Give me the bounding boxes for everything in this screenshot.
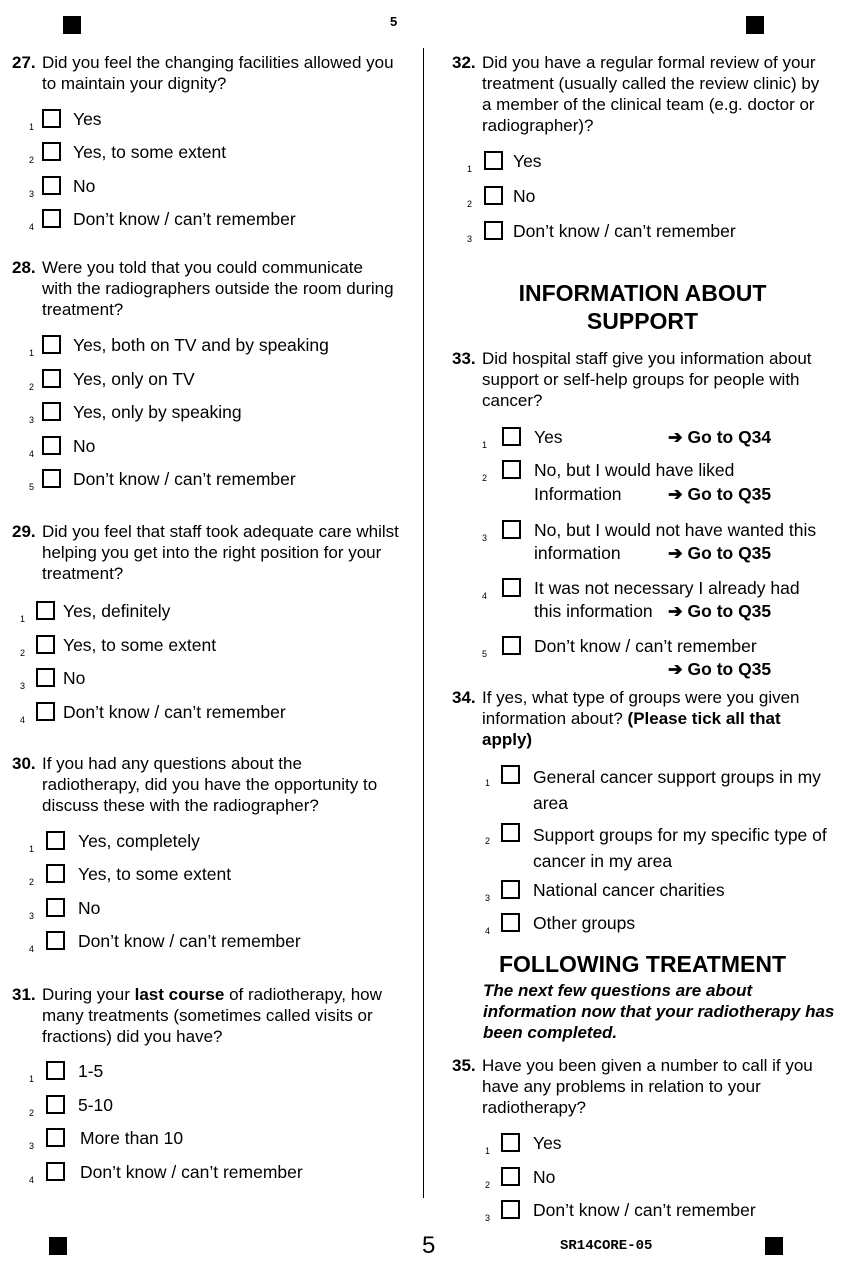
option-label: Yes, completely (78, 831, 200, 851)
checkbox[interactable] (501, 765, 520, 784)
option-label: National cancer charities (533, 880, 725, 900)
option-row[interactable] (29, 208, 409, 232)
checkbox[interactable] (484, 186, 503, 205)
checkbox[interactable] (501, 913, 520, 932)
option-row[interactable] (29, 863, 409, 887)
option-label: Don’t know / can’t remember (78, 931, 301, 951)
option-label: Don’t know / can’t remember (534, 636, 757, 656)
option-row[interactable] (482, 426, 842, 450)
question-text (42, 984, 397, 1047)
checkbox[interactable] (501, 823, 520, 842)
option-label: Don’t know / can’t remember (80, 1162, 303, 1182)
option-row[interactable] (29, 897, 409, 921)
option-row[interactable] (29, 368, 409, 392)
checkbox[interactable] (46, 898, 65, 917)
checkbox[interactable] (46, 864, 65, 883)
option-label-line2: information (534, 543, 621, 563)
option-index: 3 (20, 681, 26, 691)
option-row[interactable] (29, 1161, 409, 1185)
option-label: No (533, 1167, 556, 1187)
option-label: No, but I would have liked (534, 460, 735, 480)
registration-mark-bottom-left (49, 1237, 67, 1255)
option-row[interactable] (482, 635, 842, 683)
option-label: No, but I would not have wanted this (534, 520, 817, 540)
checkbox[interactable] (42, 402, 61, 421)
registration-mark-bottom-right (765, 1237, 783, 1255)
question-text-emphasis: last course (134, 985, 225, 1004)
option-index: 2 (29, 1108, 35, 1118)
question-32 (452, 52, 822, 136)
option-row[interactable] (482, 459, 842, 507)
checkbox[interactable] (36, 702, 55, 721)
question-number: 35. (452, 1056, 476, 1075)
question-instruction: (Please tick all that apply) (482, 709, 781, 749)
question-35 (452, 1055, 832, 1118)
option-row[interactable] (485, 879, 845, 903)
checkbox[interactable] (501, 1133, 520, 1152)
question-number: 27. (12, 53, 36, 72)
checkbox[interactable] (502, 427, 521, 446)
checkbox[interactable] (501, 1167, 520, 1186)
option-row[interactable] (467, 220, 827, 244)
option-label: Yes, to some extent (73, 142, 227, 162)
option-label: Other groups (533, 913, 636, 933)
option-row[interactable] (485, 764, 845, 814)
checkbox[interactable] (42, 142, 61, 161)
option-row[interactable] (485, 1166, 845, 1190)
question-33 (452, 348, 842, 411)
option-index: 1 (482, 440, 488, 450)
option-label: Don’t know / can’t remember (513, 221, 736, 241)
option-label: Yes (513, 151, 542, 171)
option-index: 4 (485, 926, 491, 936)
option-label: No (73, 436, 96, 456)
option-label: Don’t know / can’t remember (73, 469, 296, 489)
checkbox[interactable] (36, 601, 55, 620)
option-index: 3 (29, 415, 35, 425)
option-row[interactable] (467, 185, 827, 209)
checkbox[interactable] (502, 578, 521, 597)
option-label: More than 10 (80, 1128, 184, 1148)
option-index: 1 (29, 122, 35, 132)
column-divider (423, 48, 424, 1198)
checkbox[interactable] (42, 469, 61, 488)
question-29 (12, 521, 407, 584)
checkbox[interactable] (46, 1162, 65, 1181)
option-index: 1 (20, 614, 26, 624)
checkbox[interactable] (502, 520, 521, 539)
question-text: Were you told that you could communicate with the radiographers outside the room during treatment? (42, 258, 394, 319)
registration-mark-top-left (63, 16, 81, 34)
question-number: 28. (12, 258, 36, 277)
option-row[interactable] (29, 175, 409, 199)
option-row[interactable] (29, 435, 409, 459)
option-row[interactable] (485, 912, 845, 936)
option-label: 5-10 (78, 1095, 114, 1115)
option-row[interactable] (29, 401, 409, 425)
skip-instruction: ➔ Go to Q35 (668, 543, 772, 563)
option-label: No (63, 668, 86, 688)
option-index: 3 (29, 189, 35, 199)
skip-instruction: ➔ Go to Q35 (668, 601, 772, 621)
option-index: 3 (482, 533, 488, 543)
option-index: 2 (29, 877, 35, 887)
checkbox[interactable] (46, 931, 65, 950)
option-index: 3 (467, 234, 473, 244)
checkbox[interactable] (36, 668, 55, 687)
option-label: No (78, 898, 101, 918)
option-label: Yes, both on TV and by speaking (73, 335, 329, 355)
question-number: 29. (12, 522, 36, 541)
option-index: 4 (20, 715, 26, 725)
checkbox[interactable] (42, 109, 61, 128)
footer-code: SR14CORE-05 (560, 1238, 653, 1254)
question-text-part: of radiotherapy, how many treatments (sometimes called visits or fractions) did you have? (42, 985, 382, 1046)
option-index: 3 (29, 911, 35, 921)
option-index: 2 (482, 473, 488, 483)
option-label: General cancer support groups in my area (533, 767, 821, 813)
question-text: If you had any questions about the radiotherapy, did you have the opportunity to discuss these with the radiographer? (42, 754, 378, 815)
question-text (482, 687, 832, 750)
checkbox[interactable] (46, 1061, 65, 1080)
section-intro: The next few questions are about information now that your radiotherapy has been completed. (483, 981, 835, 1042)
skip-instruction: ➔ Go to Q34 (668, 427, 772, 447)
option-index: 2 (467, 199, 473, 209)
option-label: Don’t know / can’t remember (73, 209, 296, 229)
option-index: 1 (485, 778, 491, 788)
option-index: 4 (29, 1175, 35, 1185)
checkbox[interactable] (484, 151, 503, 170)
question-text-part: If yes, what type of groups were you given information about? (482, 688, 800, 728)
option-index: 2 (29, 155, 35, 165)
option-row[interactable] (29, 108, 409, 132)
checkbox[interactable] (502, 636, 521, 655)
checkbox[interactable] (36, 635, 55, 654)
page-number-bottom: 5 (422, 1232, 436, 1259)
option-index: 5 (29, 482, 35, 492)
option-label: Yes, to some extent (63, 635, 217, 655)
question-text: Did you feel that staff took adequate care whilst helping you get into the right position for your treatment? (42, 522, 399, 583)
option-row[interactable] (482, 577, 842, 625)
checkbox[interactable] (42, 176, 61, 195)
option-label: Yes, to some extent (78, 864, 232, 884)
option-index: 1 (29, 1074, 35, 1084)
option-row[interactable] (29, 141, 409, 165)
option-label: Yes, only by speaking (73, 402, 242, 422)
question-text-part: During your (42, 985, 135, 1004)
option-row[interactable] (485, 1199, 845, 1223)
option-label: Support groups for my specific type of cancer in my area (533, 825, 827, 871)
checkbox[interactable] (46, 1095, 65, 1114)
question-27 (12, 52, 397, 94)
option-row[interactable] (20, 701, 400, 725)
question-text: Did hospital staff give you information about support or self-help groups for people with cancer? (482, 349, 812, 410)
option-index: 2 (485, 836, 491, 846)
option-row[interactable] (29, 1060, 409, 1084)
option-label: Yes (533, 1133, 562, 1153)
option-index: 1 (29, 844, 35, 854)
option-index: 1 (485, 1146, 491, 1156)
option-row[interactable] (20, 634, 400, 658)
checkbox[interactable] (42, 209, 61, 228)
question-number: 33. (452, 349, 476, 368)
question-number: 34. (452, 688, 476, 707)
option-row[interactable] (29, 830, 409, 854)
question-30 (12, 753, 397, 816)
option-index: 4 (29, 944, 35, 954)
page-number-top: 5 (390, 14, 398, 29)
option-index: 1 (467, 164, 473, 174)
option-label: Don’t know / can’t remember (63, 702, 286, 722)
option-label: Yes (73, 109, 102, 129)
option-row[interactable] (485, 822, 845, 872)
question-31 (12, 984, 397, 1047)
checkbox[interactable] (501, 880, 520, 899)
option-index: 1 (29, 348, 35, 358)
checkbox[interactable] (42, 335, 61, 354)
question-number: 32. (452, 53, 476, 72)
option-index: 2 (485, 1180, 491, 1190)
checkbox[interactable] (46, 1128, 65, 1147)
option-label: Don’t know / can’t remember (533, 1200, 756, 1220)
checkbox[interactable] (46, 831, 65, 850)
question-number: 30. (12, 754, 36, 773)
option-label-line2: Information (534, 484, 622, 504)
section-heading-following-treatment: FOLLOWING TREATMENT (498, 951, 787, 977)
option-row[interactable] (29, 468, 409, 492)
option-label: No (513, 186, 536, 206)
option-row[interactable] (20, 667, 400, 691)
option-row[interactable] (29, 334, 409, 358)
question-34 (452, 687, 832, 750)
section-heading-line: SUPPORT (586, 308, 699, 334)
option-label: No (73, 176, 96, 196)
checkbox[interactable] (502, 460, 521, 479)
option-row[interactable] (29, 1127, 409, 1151)
skip-instruction: ➔ Go to Q35 (668, 659, 772, 679)
option-label: Yes (534, 427, 563, 447)
checkbox[interactable] (42, 369, 61, 388)
option-index: 3 (485, 1213, 491, 1223)
option-index: 2 (20, 648, 26, 658)
option-index: 3 (485, 893, 491, 903)
registration-mark-top-right (746, 16, 764, 34)
option-row[interactable] (29, 1094, 409, 1118)
option-row[interactable] (482, 519, 842, 567)
checkbox[interactable] (484, 221, 503, 240)
option-row[interactable] (467, 150, 827, 174)
section-heading-line: INFORMATION ABOUT (518, 280, 767, 306)
option-label: Yes, only on TV (73, 369, 195, 389)
option-index: 2 (29, 382, 35, 392)
option-row[interactable] (29, 930, 409, 954)
question-number: 31. (12, 985, 36, 1004)
checkbox[interactable] (501, 1200, 520, 1219)
question-text: Have you been given a number to call if you have any problems in relation to your radiotherapy? (482, 1056, 813, 1117)
skip-instruction: ➔ Go to Q35 (668, 484, 772, 504)
option-label: Yes, definitely (63, 601, 171, 621)
option-label: It was not necessary I already had (534, 578, 800, 598)
question-28 (12, 257, 397, 320)
option-label-line2: this information (534, 601, 653, 621)
question-text: Did you feel the changing facilities allowed you to maintain your dignity? (42, 53, 394, 93)
option-index: 5 (482, 649, 488, 659)
option-index: 3 (29, 1141, 35, 1151)
option-row[interactable] (485, 1132, 845, 1156)
option-label: 1-5 (78, 1061, 104, 1081)
option-row[interactable] (20, 600, 400, 624)
checkbox[interactable] (42, 436, 61, 455)
question-text: Did you have a regular formal review of your treatment (usually called the review clinic) by a member of the clinical team (e.g. doctor or radiographer)? (482, 53, 820, 135)
option-index: 4 (482, 591, 488, 601)
option-index: 4 (29, 449, 35, 459)
section-heading-support (480, 279, 805, 335)
option-index: 4 (29, 222, 35, 232)
